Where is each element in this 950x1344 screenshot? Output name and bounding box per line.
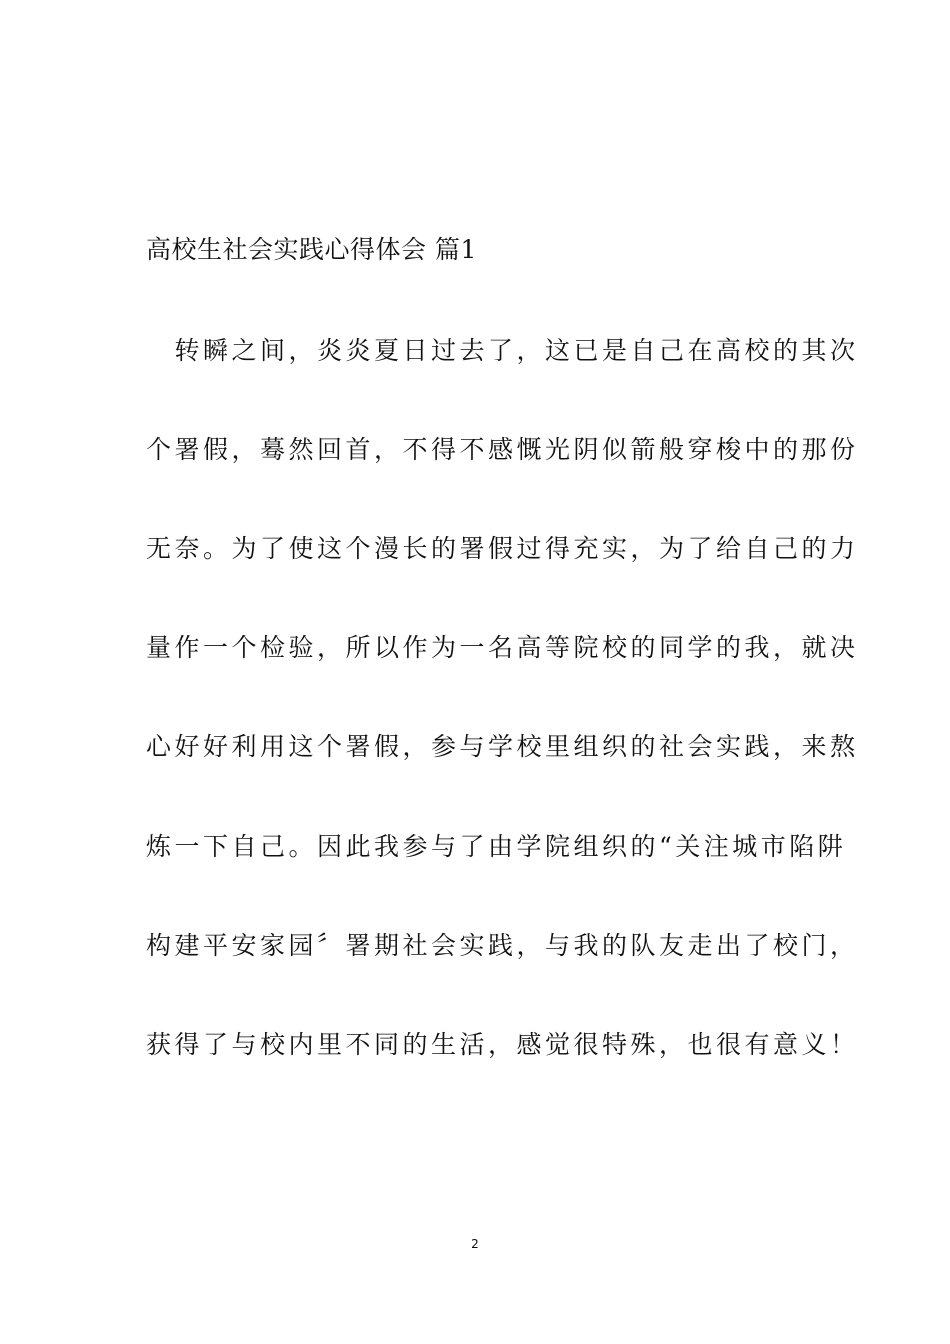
paragraph-line: 构建平安家园〞署期社会实践，与我的队友走出了校门，: [146, 931, 859, 960]
document-title: 高校生社会实践心得体会 篇1: [146, 235, 477, 264]
paragraph-line: 个署假，蓦然回首，不得不感慨光阴似箭般穿梭中的那份: [146, 435, 859, 464]
paragraph-line: 量作一个检验，所以作为一名高等院校的同学的我，就决: [146, 633, 859, 662]
paragraph-line: 炼一下自己。因此我参与了由学院组织的“关注城市陷阱: [146, 832, 847, 861]
paragraph-line: 获得了与校内里不同的生活，感觉很特殊，也很有意义！: [146, 1030, 859, 1059]
paragraph-line: 转瞬之间，炎炎夏日过去了，这已是自己在高校的其次: [146, 336, 859, 365]
paragraph-line: 无奈。为了使这个漫长的署假过得充实，为了给自己的力: [146, 534, 859, 563]
page-number: 2: [471, 1237, 479, 1251]
paragraph-line: 心好好利用这个署假，参与学校里组织的社会实践，来熬: [146, 732, 859, 761]
